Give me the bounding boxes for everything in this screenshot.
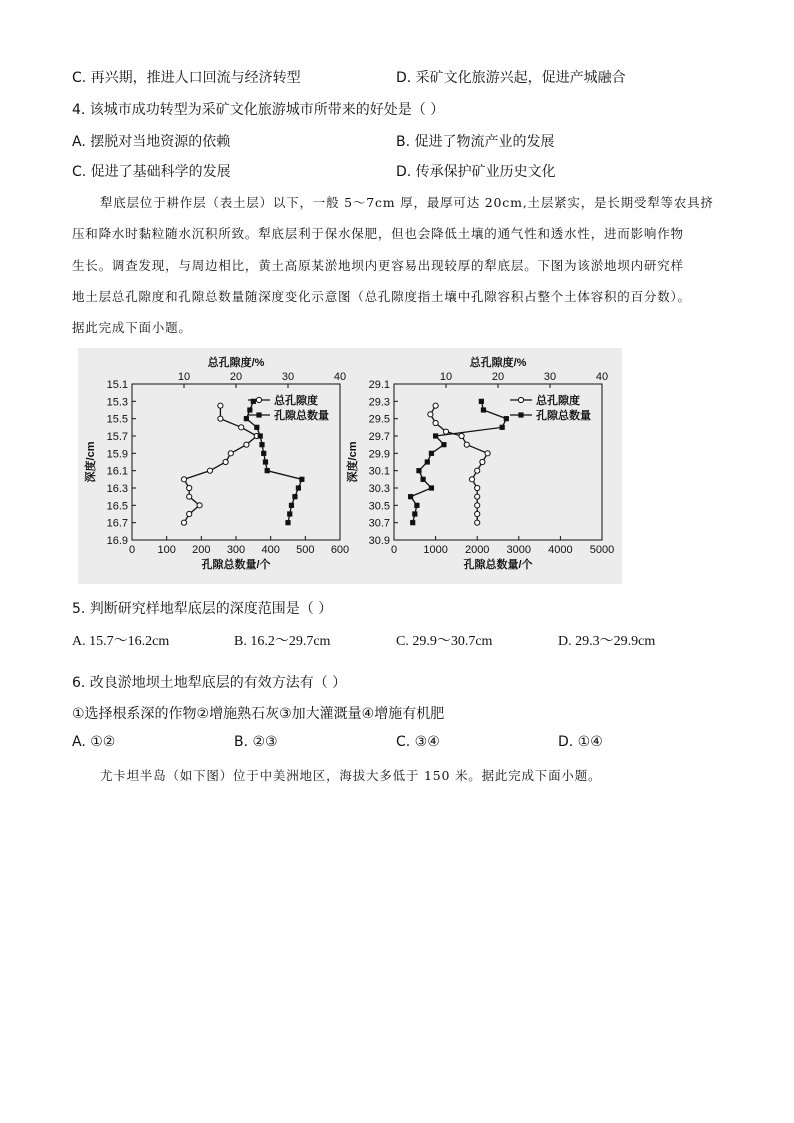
q4-stem: 4. 该城市成功转型为采矿文化旅游城市所带来的好处是（ ）	[72, 102, 445, 118]
q4-option-a: A. 摆脱对当地资源的依赖	[72, 134, 231, 150]
q4-option-d: D. 传承保护矿业历史文化	[396, 164, 556, 180]
chart1-y-tick-label: 15.7	[106, 431, 128, 443]
chart1-porosity-point	[239, 425, 244, 430]
chart1-y-tick-label: 16.3	[106, 483, 128, 495]
chart1-y-tick-label: 16.1	[106, 465, 128, 478]
q6-statements: ①选择根系深的作物②增施熟石灰③加大灌溉量④增施有机肥	[72, 706, 445, 722]
chart1-bottom-axis-label: 孔隙总数量/个	[201, 559, 271, 571]
chart1-porosity-point	[244, 442, 249, 447]
chart2-y-tick-label: 30.5	[368, 500, 390, 513]
chart2-pore-count-point	[416, 468, 421, 473]
chart2-pore-count-point	[429, 451, 434, 456]
chart1-porosity-point	[197, 503, 202, 508]
chart1-porosity-point	[187, 511, 192, 516]
chart1-pore-count-point	[289, 503, 294, 508]
chart2-porosity-point	[469, 477, 474, 482]
q6-option-d: D. ①④	[558, 734, 603, 750]
chart1-legend-label: 总孔隙度	[274, 395, 318, 407]
chart1-legend-marker-circle	[256, 397, 261, 402]
chart1-porosity-point	[187, 485, 192, 490]
chart1-y-tick-label: 16.5	[106, 500, 128, 513]
chart1-plot-frame	[132, 384, 340, 540]
porosity-figure	[78, 348, 622, 584]
chart1-y-tick-label: 16.9	[106, 535, 128, 547]
chart2-pore-count-point	[479, 399, 484, 404]
passage-line-1: 犁底层位于耕作层（表土层）以下，一般 5～7cm 厚，最厚可达 20cm,土层紧实，是长期受犁等农具挤	[100, 195, 714, 210]
chart2-bottom-tick-label: 2000	[464, 544, 490, 556]
chart1-legend-label: 孔隙总数量	[274, 410, 329, 422]
chart2-top-tick-label: 20	[491, 371, 505, 383]
chart1-top-tick-label: 40	[333, 371, 347, 383]
chart2-top-tick-label: 30	[543, 371, 557, 383]
passage-line-3: 生长。调查发现，与周边相比，黄土高原某淤地坝内更容易出现较厚的犁底层。下图为该淤地坝内研究样	[72, 258, 684, 273]
chart1-pore-count-point	[247, 407, 252, 412]
chart2-pore-count-point	[410, 520, 415, 525]
chart2-legend-marker-circle	[518, 397, 523, 402]
chart2-bottom-tick-label: 0	[390, 544, 398, 556]
chart2-porosity-point	[428, 412, 433, 417]
chart1-bottom-tick-label: 600	[330, 544, 350, 556]
chart1-pore-count-point	[285, 520, 290, 525]
chart1-pore-count-point	[292, 494, 297, 499]
q6-option-c: C. ③④	[396, 734, 440, 750]
chart2-porosity-point	[459, 433, 464, 438]
q4-option-c: C. 促进了基础科学的发展	[72, 164, 231, 180]
chart2-porosity-point	[433, 420, 438, 425]
chart2-bottom-tick-label: 3000	[506, 544, 532, 556]
chart2-legend-label: 总孔隙度	[536, 395, 580, 407]
chart2-pore-count-point	[412, 511, 417, 516]
chart1-pore-count-point	[258, 433, 263, 438]
chart2-porosity-point	[480, 459, 485, 464]
chart1-top-tick-label: 10	[177, 371, 191, 383]
chart2-pore-count-point	[500, 425, 505, 430]
chart1-pore-count-point	[261, 451, 266, 456]
chart1-pore-count-point	[244, 416, 249, 421]
q3-option-d: D. 采矿文化旅游兴起，促进产城融合	[396, 70, 626, 86]
q3-option-c: C. 再兴期，推进人口回流与经济转型	[72, 70, 301, 86]
chart1-porosity-line	[184, 406, 257, 523]
chart2-pore-count-point	[481, 407, 486, 412]
chart2-porosity-point	[475, 485, 480, 490]
q5-option-a: A. 15.7～16.2cm	[72, 634, 170, 649]
chart2-porosity-point	[475, 468, 480, 473]
chart1-porosity-point	[218, 416, 223, 421]
porosity-charts-svg	[78, 348, 622, 584]
chart2-y-tick-label: 30.9	[368, 535, 390, 547]
chart2-pore-count-point	[421, 477, 426, 482]
chart1-y-tick-label: 16.7	[106, 517, 128, 530]
q6-option-b: B. ②③	[234, 734, 278, 750]
chart2-pore-count-point	[414, 503, 419, 508]
passage-line-5: 据此完成下面小题。	[72, 320, 192, 335]
q5-option-d: D. 29.3～29.9cm	[558, 634, 656, 649]
chart2-pore-count-point	[429, 485, 434, 490]
chart2-top-tick-label: 40	[595, 371, 609, 383]
chart2-y-tick-label: 29.7	[368, 431, 390, 443]
yucatan-intro: 尤卡坦半岛（如下图）位于中美洲地区，海拔大多低于 150 米。据此完成下面小题。	[100, 768, 602, 783]
q5-option-c: C. 29.9～30.7cm	[396, 634, 493, 649]
chart1-pore-count-point	[296, 485, 301, 490]
chart1-top-axis-label: 总孔隙度/%	[207, 357, 265, 369]
chart1-pore-count-point	[263, 459, 268, 464]
chart2-bottom-axis-label: 孔隙总数量/个	[463, 559, 533, 571]
chart1-top-tick-label: 30	[281, 371, 295, 383]
chart1-y-tick-label: 15.5	[106, 413, 128, 426]
chart1-bottom-tick-label: 400	[261, 544, 280, 556]
chart2-pore-count-point	[408, 494, 413, 499]
chart2-pore-count-point	[441, 442, 446, 447]
chart2-porosity-point	[475, 511, 480, 516]
chart2-porosity-point	[443, 429, 448, 434]
chart1-pore-count-point	[259, 442, 264, 447]
chart2-bottom-tick-label: 1000	[423, 544, 448, 556]
chart1-y-tick-label: 15.1	[106, 379, 128, 391]
passage-line-4: 地土层总孔隙度和孔隙总数量随深度变化示意图（总孔隙度指土壤中孔隙容积占整个土体容积的百分数）。	[72, 289, 691, 304]
chart1-pore-count-point	[287, 511, 292, 516]
q6-stem: 6. 改良淤地坝土地犁底层的有效方法有（ ）	[72, 675, 347, 691]
chart1-bottom-tick-label: 100	[157, 544, 176, 556]
chart2-y-tick-label: 29.3	[368, 396, 390, 409]
chart2-top-axis-label: 总孔隙度/%	[469, 357, 527, 369]
chart1-porosity-point	[181, 520, 186, 525]
chart2-porosity-point	[475, 494, 480, 499]
chart2-pore-count-point	[433, 433, 438, 438]
chart1-porosity-point	[187, 494, 192, 499]
chart2-bottom-tick-label: 4000	[548, 544, 573, 556]
chart1-pore-count-point	[299, 477, 304, 482]
chart1-porosity-point	[228, 451, 233, 456]
q4-option-b: B. 促进了物流产业的发展	[396, 134, 555, 150]
chart1-y-tick-label: 15.9	[106, 448, 128, 461]
chart1-porosity-point	[207, 468, 212, 473]
chart2-pore-count-point	[425, 459, 430, 464]
q5-stem: 5. 判断研究样地犁底层的深度范围是（ ）	[72, 601, 333, 617]
chart2-y-tick-label: 29.9	[368, 448, 390, 461]
chart1-top-tick-label: 20	[229, 371, 243, 383]
q6-option-a: A. ①②	[72, 734, 116, 750]
chart2-porosity-point	[485, 451, 490, 456]
chart2-top-tick-label: 10	[439, 371, 453, 383]
chart1-porosity-point	[181, 477, 186, 482]
q5-option-b: B. 16.2～29.7cm	[234, 634, 331, 649]
chart1-legend-marker-square	[256, 412, 261, 417]
chart1-bottom-tick-label: 300	[226, 544, 246, 556]
chart1-porosity-point	[218, 403, 223, 408]
chart2-porosity-point	[464, 442, 469, 447]
chart1-bottom-tick-label: 500	[296, 544, 315, 556]
chart2-y-axis-label: 深度/cm	[347, 441, 359, 483]
chart2-y-tick-label: 30.7	[368, 517, 390, 530]
chart1-y-axis-label: 深度/cm	[85, 441, 97, 483]
chart2-legend-label: 孔隙总数量	[536, 410, 591, 422]
chart1-pore-count-point	[265, 468, 270, 473]
chart2-bottom-tick-label: 5000	[589, 544, 615, 556]
chart2-porosity-point	[475, 503, 480, 508]
chart1-pore-count-point	[254, 425, 259, 430]
chart1-bottom-tick-label: 0	[128, 544, 136, 556]
chart2-porosity-point	[433, 403, 438, 408]
chart1-porosity-point	[223, 459, 228, 464]
chart2-legend-marker-square	[518, 412, 523, 417]
chart1-bottom-tick-label: 200	[192, 544, 211, 556]
chart2-y-tick-label: 30.1	[368, 465, 390, 478]
chart2-y-tick-label: 29.5	[368, 413, 390, 426]
chart1-y-tick-label: 15.3	[106, 396, 128, 409]
chart2-pore-count-point	[504, 416, 509, 421]
chart2-y-tick-label: 29.1	[368, 379, 390, 391]
chart2-y-tick-label: 30.3	[368, 483, 390, 495]
chart2-porosity-point	[475, 520, 480, 525]
passage-line-2: 压和降水时黏粒随水沉积所致。犁底层利于保水保肥，但也会降低土壤的通气性和透水性，进而影响作物	[72, 226, 684, 241]
